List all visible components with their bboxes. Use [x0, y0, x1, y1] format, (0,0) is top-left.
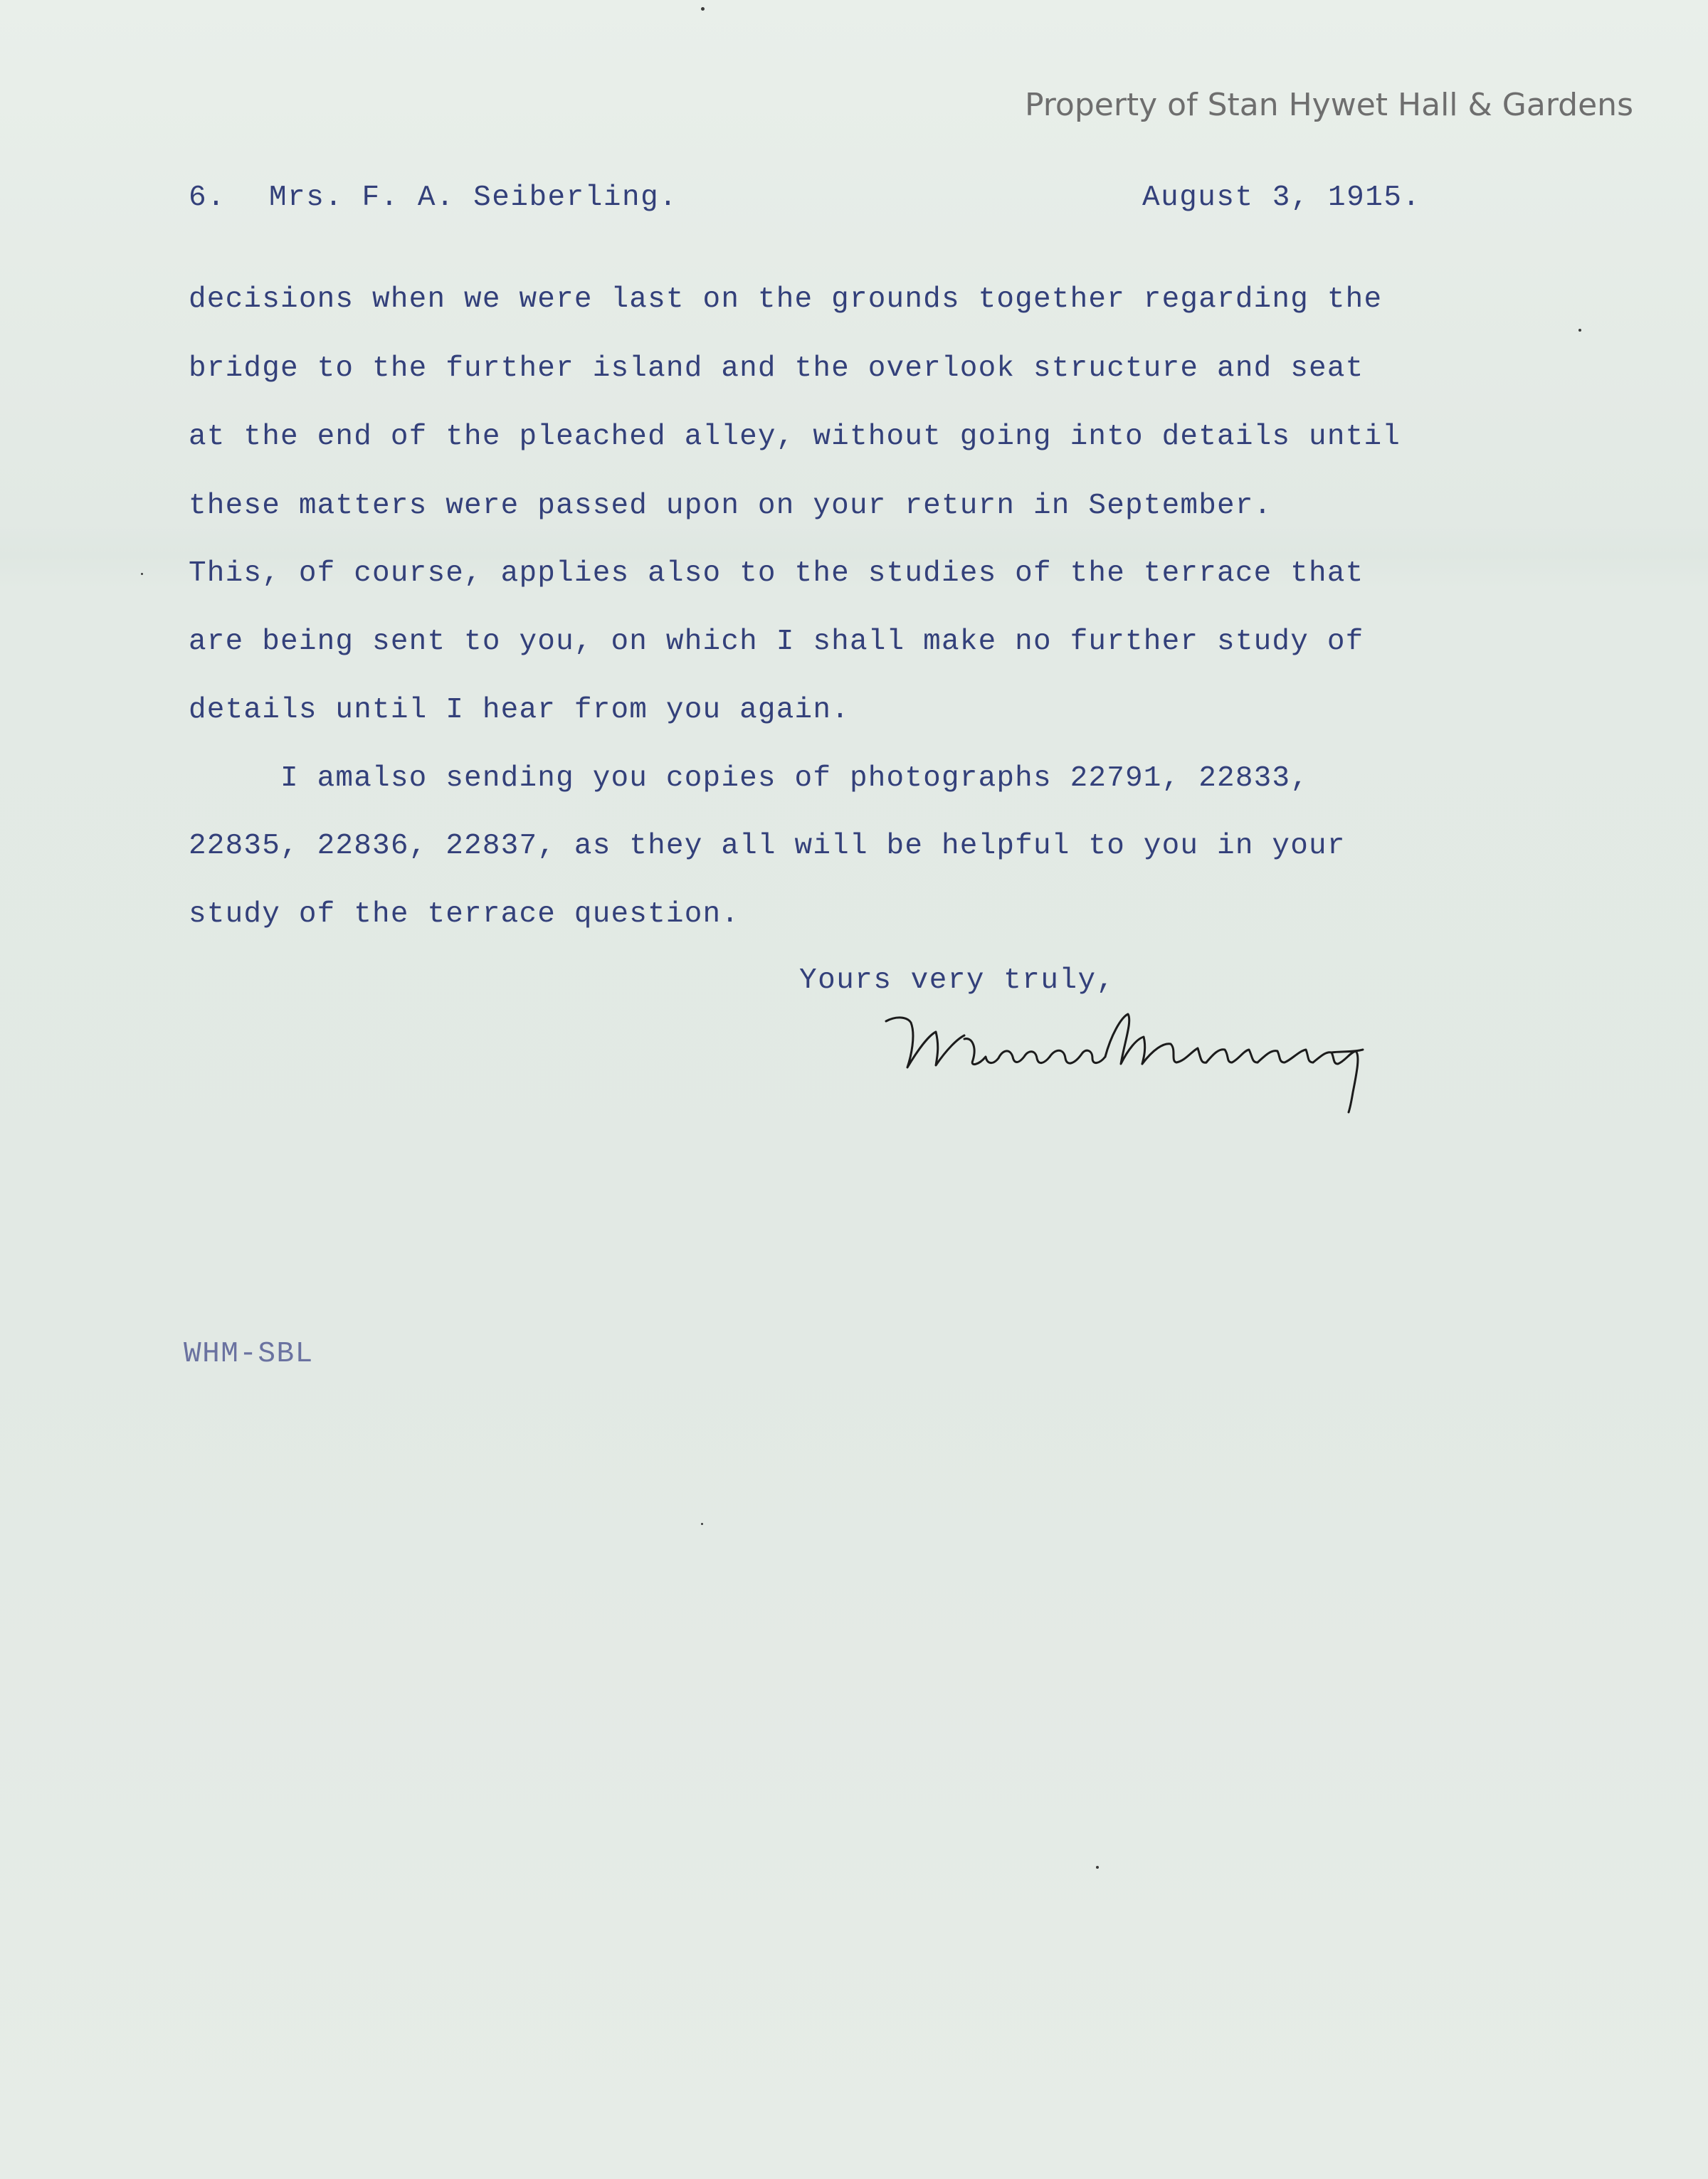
- addressee: Mrs. F. A. Seiberling.: [269, 181, 678, 214]
- body-line: at the end of the pleached alley, without going into details until: [189, 421, 1401, 453]
- body-line: I amalso sending you copies of photographs 22791, 22833,: [189, 762, 1309, 795]
- typist-initials: WHM-SBL: [184, 1338, 314, 1371]
- body-line: are being sent to you, on which I shall make no further study of: [189, 626, 1364, 658]
- body-line: these matters were passed upon on your return in September.: [189, 490, 1272, 522]
- watermark: Property of Stan Hywet Hall & Gardens: [1025, 87, 1633, 123]
- body-line: decisions when we were last on the grounds together regarding the: [189, 283, 1383, 316]
- page-number: 6.: [189, 181, 226, 214]
- paper-speck: [1578, 329, 1581, 332]
- body-line: bridge to the further island and the overlook structure and seat: [189, 352, 1364, 385]
- body-line: 22835, 22836, 22837, as they all will be helpful to you in your: [189, 830, 1346, 862]
- letter-date: August 3, 1915.: [1142, 181, 1421, 214]
- paper-speck: [701, 7, 705, 11]
- paper-speck: [1096, 1866, 1099, 1869]
- paper-speck: [141, 573, 143, 575]
- closing: Yours very truly,: [799, 964, 1115, 997]
- body-line: study of the terrace question.: [189, 898, 740, 931]
- body-line: This, of course, applies also to the studies of the terrace that: [189, 557, 1364, 590]
- body-line: details until I hear from you again.: [189, 694, 850, 727]
- paper-speck: [701, 1523, 703, 1525]
- signature: [879, 1007, 1391, 1114]
